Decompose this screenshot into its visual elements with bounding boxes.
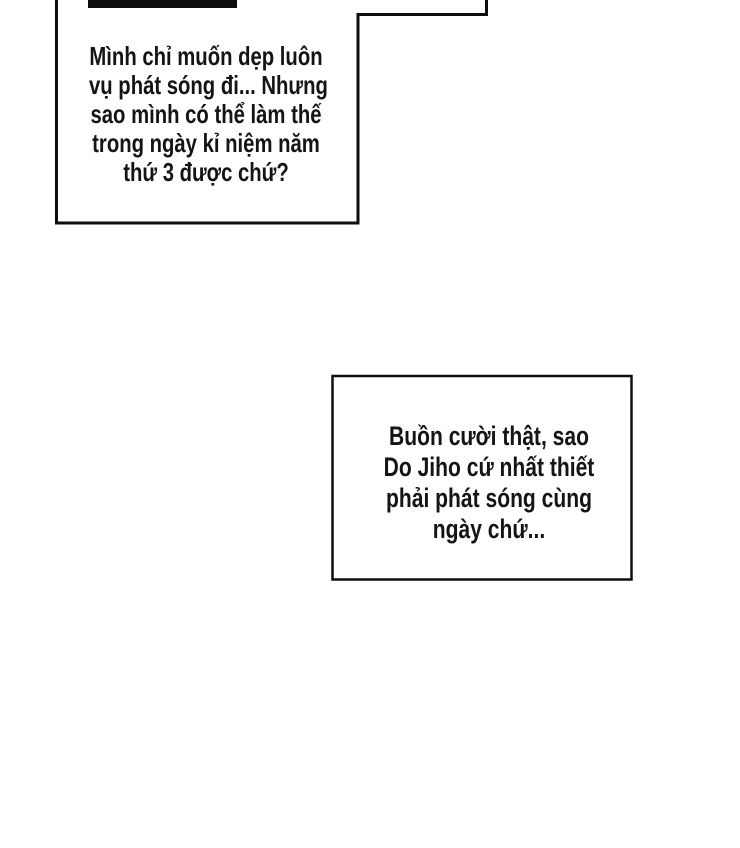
speech-text-line: sao mình có thể làm thế [90,99,322,129]
speech-text-line: Buồn cười thật, sao [389,421,589,451]
speech-text-line: phải phát sóng cùng [386,483,592,513]
speech-bubble-1-text [89,41,328,187]
speech-bubble-2-text [372,421,606,545]
speech-text-line: Mình chỉ muốn dẹp luôn [89,41,323,71]
speech-text-line: thứ 3 được chứ? [123,157,289,187]
speech-text-line: trong ngày kỉ niệm năm [92,128,320,158]
speech-text-line: Do Jiho cứ nhất thiết [383,452,595,482]
speech-text-line: vụ phát sóng đi... Nhưng [89,70,328,100]
speech-text-line: ngày chứ... [432,514,546,544]
cropped-panel-bar [88,0,237,8]
